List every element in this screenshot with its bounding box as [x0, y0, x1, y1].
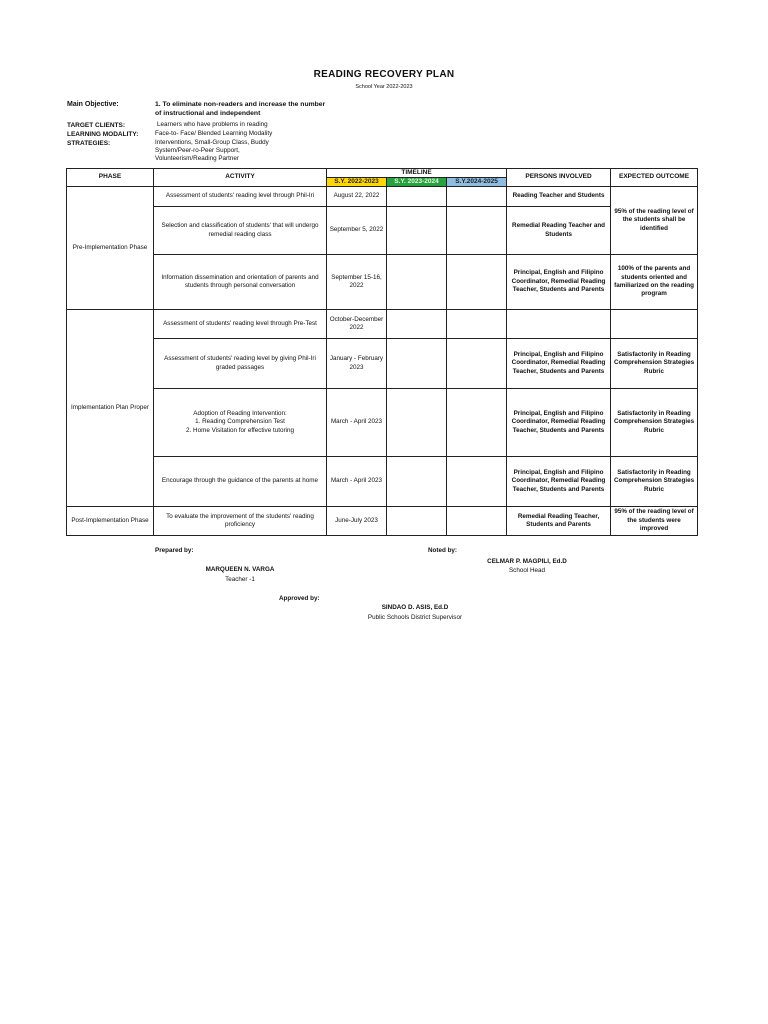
outcome-cell: Satisfactorily in Reading Comprehension Strategies Rubric [611, 339, 698, 389]
target-clients-value: Learners who have problems in reading [157, 121, 268, 128]
activity-cell [154, 389, 327, 457]
empty-cell [447, 310, 507, 339]
header-outcome: EXPECTED OUTCOME [611, 169, 698, 187]
outcome-cell: Satisfactorily in Reading Comprehension Strategies Rubric [611, 457, 698, 507]
noted-by-label: Noted by: [428, 547, 458, 554]
empty-cell [447, 255, 507, 310]
persons-cell [507, 310, 611, 339]
table-row [67, 187, 698, 207]
timeline-year-header: S.Y.2024-2025 [447, 178, 507, 187]
noted-by-title: School Head [508, 567, 546, 574]
activity-cell: Assessment of students' reading level through Pre-Test [154, 310, 327, 339]
date-cell: March - April 2023 [327, 389, 387, 457]
page-title: READING RECOVERY PLAN [313, 69, 455, 80]
prepared-by-label: Prepared by: [155, 547, 194, 554]
main-objective-label: Main Objective: [67, 101, 119, 108]
learning-modality-value: Face-to- Face/ Blended Learning Modality [155, 130, 273, 137]
persons-cell: Remedial Reading Teacher, Students and Parents [507, 507, 611, 536]
activity-line: 1. Reading Comprehension Test [195, 418, 285, 426]
date-cell: September 15-16, 2022 [327, 255, 387, 310]
header-phase: PHASE [67, 169, 154, 187]
activity-cell: Information dissemination and orientation of parents and students through personal conversation [154, 255, 327, 310]
activity-cell: Assessment of students' reading level through Phil-Iri [154, 187, 327, 207]
prepared-by-name: MARQUEEN N. VARGA [205, 566, 275, 573]
target-clients-label: TARGET CLIENTS: [67, 122, 126, 129]
learning-modality-label: LEARNING MODALITY: [67, 131, 139, 138]
timeline-year-header: S.Y. 2023-2024 [387, 178, 447, 187]
empty-cell [387, 389, 447, 457]
table-row [67, 207, 698, 255]
persons-cell: Principal, English and Filipino Coordinator, Remedial Reading Teacher, Students and Parents [507, 457, 611, 507]
activity-line: Adoption of Reading Intervention: [193, 409, 287, 417]
strategies-line: Interventions, Small-Group Class, Buddy [155, 139, 269, 146]
outcome-cell: 100% of the parents and students oriented and familiarized on the reading program [611, 255, 698, 310]
prepared-by-title: Teacher -1 [225, 576, 255, 583]
outcome-cell: 95% of the reading level of the students were improved [611, 507, 698, 536]
empty-cell [447, 187, 507, 207]
empty-cell [387, 187, 447, 207]
date-cell: January - February 2023 [327, 339, 387, 389]
approved-by-name: SINDAO D. ASIS, Ed.D [381, 604, 449, 611]
school-year: School Year 2022-2023 [355, 84, 413, 90]
header-timeline: TIMELINE [327, 169, 507, 178]
activity-line: 2. Home Visitation for effective tutoring [186, 426, 294, 434]
strategies-label: STRATEGIES: [67, 140, 111, 147]
empty-cell [387, 255, 447, 310]
plan-table [66, 168, 698, 536]
header-persons: PERSONS INVOLVED [507, 169, 611, 187]
table-row [67, 339, 698, 389]
persons-cell: Remedial Reading Teacher and Students [507, 207, 611, 255]
strategies-line: System/Peer-ro-Peer Support, [155, 147, 240, 154]
persons-cell: Principal, English and Filipino Coordinator, Remedial Reading Teacher, Students and Parents [507, 339, 611, 389]
strategies-value [155, 139, 269, 163]
strategies-line: Volunteerism/Reading Partner [155, 155, 240, 162]
date-cell: August 22, 2022 [327, 187, 387, 207]
main-objective-text: 1. To eliminate non-readers and increase the number of instructional and independent [155, 101, 326, 117]
empty-cell [447, 457, 507, 507]
empty-cell [447, 207, 507, 255]
date-cell: September 5, 2022 [327, 207, 387, 255]
table-row [67, 507, 698, 536]
empty-cell [387, 207, 447, 255]
outcome-cell: 95% of the reading level of the students shall be identified [611, 187, 698, 255]
table-row [67, 389, 698, 457]
empty-cell [447, 507, 507, 536]
approved-by-title: Public Schools District Supervisor [367, 614, 463, 621]
activity-cell: To evaluate the improvement of the students' reading proficiency [154, 507, 327, 536]
empty-cell [447, 389, 507, 457]
empty-cell [387, 507, 447, 536]
timeline-year-header: S.Y. 2022-2023 [327, 178, 387, 187]
empty-cell [447, 339, 507, 389]
outcome-cell [611, 310, 698, 339]
persons-cell: Principal, English and Filipino Coordinator, Remedial Reading Teacher, Students and Parents [507, 389, 611, 457]
phase-cell: Post-Implementation Phase [67, 507, 154, 536]
outcome-cell: Satisfactorily in Reading Comprehension Strategies Rubric [611, 389, 698, 457]
date-cell: June-July 2023 [327, 507, 387, 536]
empty-cell [387, 339, 447, 389]
activity-cell: Encourage through the guidance of the parents at home [154, 457, 327, 507]
phase-cell: Implementation Plan Proper [67, 310, 154, 507]
activity-cell: Assessment of students' reading level by giving Phil-Iri graded passages [154, 339, 327, 389]
persons-cell: Principal, English and Filipino Coordinator, Remedial Reading Teacher, Students and Parents [507, 255, 611, 310]
table-row [67, 457, 698, 507]
date-cell: March - April 2023 [327, 457, 387, 507]
approved-by-label: Approved by: [279, 595, 320, 602]
phase-cell: Pre-Implementation Phase [67, 187, 154, 310]
table-row [67, 255, 698, 310]
empty-cell [387, 310, 447, 339]
empty-cell [387, 457, 447, 507]
table-row [67, 310, 698, 339]
activity-cell: Selection and classification of students' that will undergo remedial reading class [154, 207, 327, 255]
noted-by-name: CELMAR P. MAGPILI, Ed.D [487, 558, 567, 565]
header-activity: ACTIVITY [154, 169, 327, 187]
date-cell: October-December 2022 [327, 310, 387, 339]
persons-cell: Reading Teacher and Students [507, 187, 611, 207]
